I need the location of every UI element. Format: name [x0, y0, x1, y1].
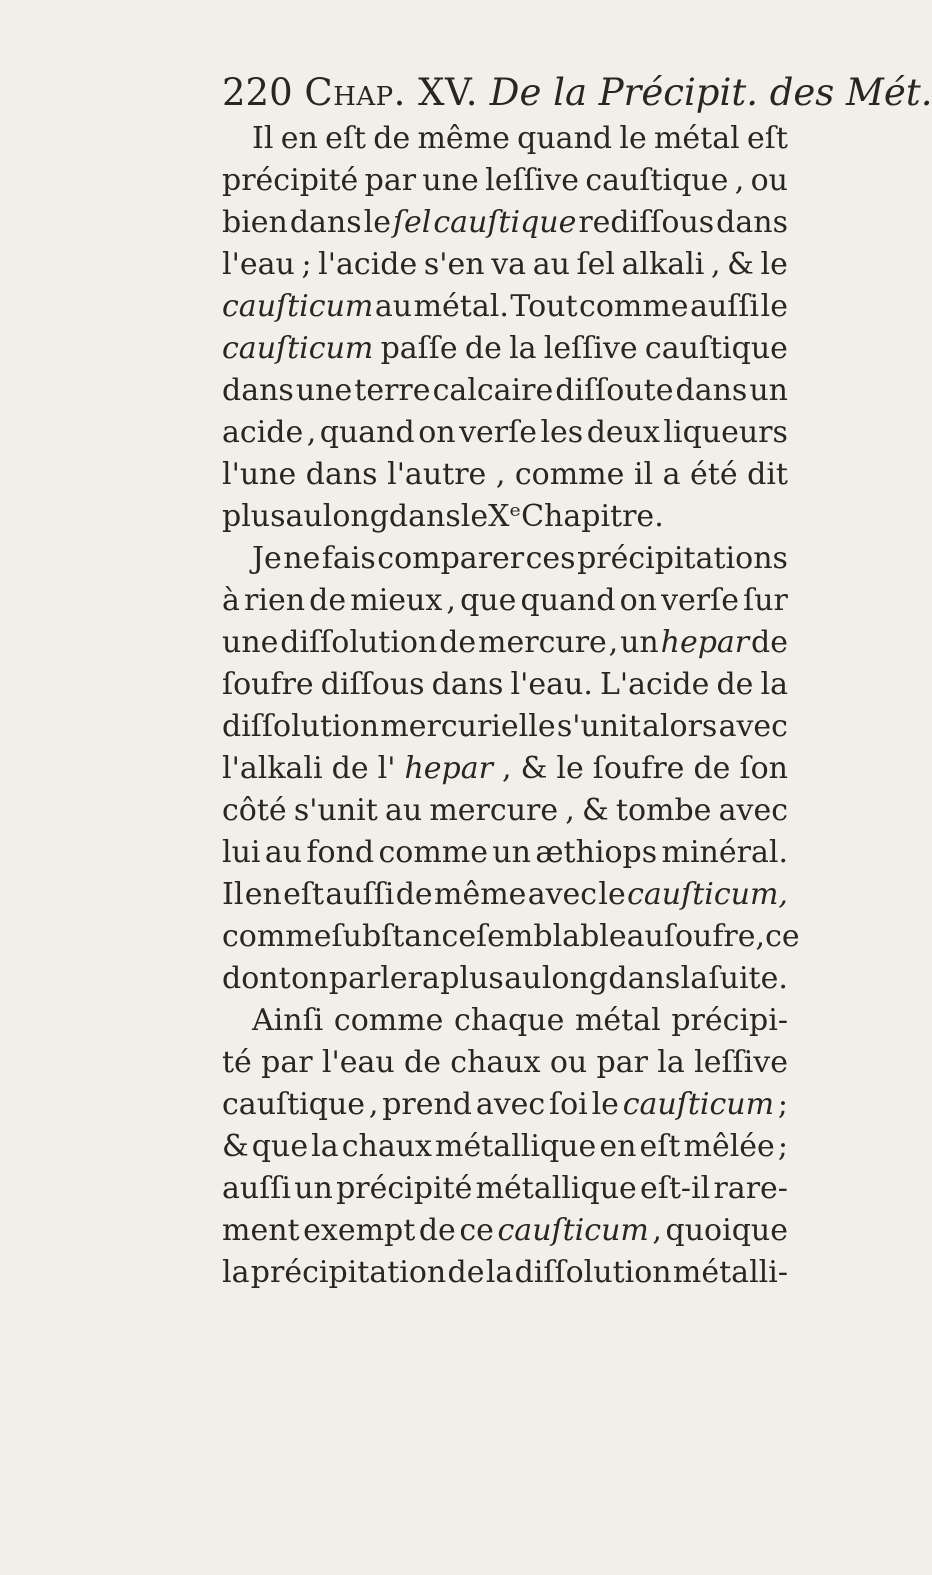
word: bien	[222, 205, 288, 240]
word: la	[485, 1255, 514, 1290]
word: par	[364, 163, 417, 198]
word: diſſoute	[555, 373, 674, 408]
word: l'eau	[222, 247, 295, 282]
word: de	[464, 331, 502, 366]
word: au	[532, 247, 570, 282]
word: ;	[777, 1087, 788, 1122]
text-line	[222, 1126, 788, 1168]
word: dont	[222, 961, 291, 996]
text-line	[222, 1252, 788, 1294]
word: cauſtique	[585, 163, 729, 198]
word: auſſi	[690, 289, 760, 324]
word: de	[395, 877, 433, 912]
text-line	[222, 664, 788, 706]
word: l'alkali	[222, 751, 323, 786]
word: la	[222, 1255, 250, 1290]
italic-word: cauſticum	[222, 331, 374, 366]
word: mercurielle	[380, 709, 556, 744]
word: le	[619, 121, 647, 156]
word: cauſtique	[222, 1087, 366, 1122]
word: æthiops	[535, 835, 658, 870]
word: précipité	[336, 1171, 473, 1206]
word: ſoufre	[592, 751, 685, 786]
text-line	[222, 412, 788, 454]
text-line	[222, 328, 788, 370]
word: la	[680, 961, 709, 996]
word: Tout	[510, 289, 578, 324]
word: précipité	[222, 163, 359, 198]
word: de	[309, 583, 347, 618]
text-line	[222, 790, 788, 832]
word: dans	[608, 961, 681, 996]
word: l'autre	[387, 457, 487, 492]
word: la	[657, 1045, 685, 1080]
text-line	[222, 1000, 788, 1042]
word: parlera	[328, 961, 440, 996]
word: ſoufre	[222, 667, 314, 702]
word: métallique	[475, 1171, 637, 1206]
word: auſſi	[222, 1171, 292, 1206]
word: verſe	[459, 415, 537, 450]
text-line	[222, 1042, 788, 1084]
italic-word: cauſtique	[433, 205, 577, 240]
text-line	[222, 244, 788, 286]
word: métal	[653, 121, 740, 156]
word: ,	[734, 163, 745, 198]
running-header	[222, 70, 932, 116]
word: ,	[495, 457, 506, 492]
word: prend	[382, 1087, 473, 1122]
word: ſubſtance	[331, 919, 477, 954]
word: un	[749, 373, 788, 408]
word: long	[541, 961, 609, 996]
word: leſſive	[694, 1045, 788, 1080]
text-line	[222, 118, 788, 160]
word: dans	[431, 667, 504, 702]
word: Ainſi	[252, 1003, 324, 1038]
text-line	[222, 832, 788, 874]
text-line	[222, 286, 788, 328]
word: &	[582, 793, 609, 828]
word: une	[222, 625, 279, 660]
word: ou	[549, 1045, 588, 1080]
word: l'une	[222, 457, 297, 492]
word: ſuite.	[708, 961, 788, 996]
text-line	[222, 1210, 788, 1252]
text-line	[222, 958, 788, 1000]
word: de	[439, 625, 477, 660]
word: la	[509, 331, 537, 366]
word: minéral.	[661, 835, 788, 870]
word: comme	[579, 289, 689, 324]
word: mêlée	[683, 1129, 775, 1164]
word: s'unit	[293, 793, 378, 828]
word: métalli-	[672, 1255, 788, 1290]
word: ,	[652, 1213, 662, 1248]
word: chaux	[450, 1045, 541, 1080]
word: le	[591, 1087, 619, 1122]
word: de	[404, 1045, 441, 1080]
word: précipitations	[577, 541, 788, 576]
word: de	[373, 121, 411, 156]
word: mercure	[478, 625, 607, 660]
italic-word: ſel	[392, 205, 432, 240]
word: alkali	[621, 247, 705, 282]
word: au	[374, 289, 413, 324]
word: avec	[475, 1087, 546, 1122]
word: ,	[446, 583, 456, 618]
text-line	[222, 748, 788, 790]
word: de	[418, 1213, 456, 1248]
word: leſſive	[543, 331, 638, 366]
word: quand	[517, 121, 613, 156]
word: l'	[377, 751, 396, 786]
italic-word: hepar	[660, 625, 750, 660]
word: avec	[527, 877, 598, 912]
word: avec	[718, 793, 788, 828]
word: comme	[333, 1003, 444, 1038]
word: le	[598, 877, 626, 912]
italic-word: cauſticum	[222, 289, 374, 324]
word: à	[222, 583, 240, 618]
word: exempt	[303, 1213, 416, 1248]
word: té	[222, 1045, 252, 1080]
word: ,	[565, 793, 575, 828]
word: ment	[222, 1213, 300, 1248]
word: Je	[252, 541, 282, 576]
word: l'eau	[321, 1045, 395, 1080]
word: &	[222, 1129, 249, 1164]
text-line	[222, 622, 788, 664]
word: avec	[718, 709, 788, 744]
word: le	[363, 205, 391, 240]
word: en	[599, 1129, 637, 1164]
word: la	[311, 1129, 339, 1164]
word: ſur	[743, 583, 788, 618]
word: diſſolution	[280, 625, 438, 660]
word: ;	[301, 247, 312, 282]
word: on	[418, 415, 456, 450]
word: eſt	[747, 121, 788, 156]
word: eſt	[639, 1129, 681, 1164]
word: en	[244, 877, 282, 912]
text-line	[222, 538, 788, 580]
word: comme	[222, 919, 332, 954]
text-line	[222, 874, 788, 916]
word: liqueurs	[663, 415, 788, 450]
word: ou	[750, 163, 788, 198]
word: ,	[608, 625, 619, 660]
word: chaque	[454, 1003, 565, 1038]
word: par	[261, 1045, 313, 1080]
word: &	[727, 247, 754, 282]
text-line	[222, 706, 788, 748]
word: la	[760, 667, 788, 702]
word: métal.	[413, 289, 509, 324]
word: s'unit	[556, 709, 641, 744]
word: eſt	[325, 121, 366, 156]
word: au	[626, 919, 664, 954]
word: cauſtique	[644, 331, 788, 366]
word: terre	[354, 373, 431, 408]
word: auſſi	[325, 877, 395, 912]
word: le	[556, 751, 584, 786]
word: deux	[586, 415, 660, 450]
word: le	[760, 289, 788, 324]
word: une	[295, 373, 353, 408]
word: ſoufre,	[663, 919, 766, 954]
word: diſſolution	[222, 709, 380, 744]
word: Xᵉ	[488, 499, 522, 534]
word: verſe	[661, 583, 739, 618]
word: l'acide	[318, 247, 418, 282]
word: s'en	[423, 247, 485, 282]
word: comme	[514, 457, 625, 492]
word: dans	[289, 205, 362, 240]
text-line	[222, 916, 800, 958]
word: ſon	[739, 751, 788, 786]
word: calcaire	[432, 373, 554, 408]
word: alors	[642, 709, 718, 744]
word: il	[633, 457, 654, 492]
word: ;	[777, 1129, 788, 1164]
chapter-label: Chap. XV.	[304, 71, 479, 114]
running-title: De la Précipit. des Mét.	[489, 71, 932, 114]
italic-word: cauſticum	[497, 1213, 649, 1248]
word: au	[264, 835, 303, 870]
word: ,	[368, 1087, 379, 1122]
word: plus	[440, 961, 504, 996]
word: Il	[252, 121, 274, 156]
word: fais	[321, 541, 376, 576]
word: précipitation	[250, 1255, 447, 1290]
word: même	[434, 877, 527, 912]
word: un	[492, 835, 531, 870]
word: au	[285, 499, 323, 534]
word: été	[690, 457, 738, 492]
word: ces	[525, 541, 576, 576]
word: mieux	[350, 583, 443, 618]
text-line	[222, 370, 788, 412]
word: leſſive	[485, 163, 579, 198]
word: le	[760, 247, 788, 282]
word: mercure	[429, 793, 559, 828]
word: rien	[244, 583, 306, 618]
word: même	[417, 121, 510, 156]
word: paſſe	[380, 331, 458, 366]
italic-word: cauſticum,	[627, 877, 788, 912]
word: par	[596, 1045, 648, 1080]
word: un	[294, 1171, 333, 1206]
text-line	[222, 580, 788, 622]
word: acide	[222, 415, 304, 450]
word: eſt-il	[640, 1171, 711, 1206]
word: dit	[747, 457, 788, 492]
word: ,	[710, 247, 721, 282]
word: ſemblable	[476, 919, 627, 954]
word: dans	[222, 373, 294, 408]
word: de	[331, 751, 369, 786]
word: l'eau.	[510, 667, 593, 702]
word: dans	[305, 457, 378, 492]
word: précipi-	[671, 1003, 788, 1038]
body-text	[222, 118, 800, 1294]
word: lui	[222, 835, 261, 870]
word: ſoi	[549, 1087, 588, 1122]
word: ,	[306, 415, 317, 450]
word: a	[662, 457, 681, 492]
italic-word: cauſticum	[622, 1087, 775, 1122]
word: long	[322, 499, 389, 534]
word: L'acide	[599, 667, 710, 702]
word: eſt	[283, 877, 325, 912]
word: on	[619, 583, 657, 618]
word: ce	[765, 919, 800, 954]
text-line	[222, 160, 788, 202]
word: comme	[378, 835, 488, 870]
word: plus	[222, 499, 286, 534]
word: va	[491, 247, 527, 282]
word: Chapitre.	[521, 499, 664, 534]
page-number: 220	[222, 71, 293, 114]
text-line	[222, 1084, 788, 1126]
word: le	[460, 499, 489, 534]
word: en	[280, 121, 318, 156]
word: métal	[574, 1003, 661, 1038]
text-line	[222, 454, 788, 496]
word: dans	[388, 499, 461, 534]
word: on	[291, 961, 329, 996]
word: ce	[459, 1213, 494, 1248]
text-line	[222, 496, 788, 538]
word: dans	[675, 373, 748, 408]
word: ne	[283, 541, 321, 576]
text-line	[222, 202, 788, 244]
word: côté	[222, 793, 287, 828]
word: diſſous	[320, 667, 425, 702]
word: quand	[319, 415, 415, 450]
italic-word: hepar	[404, 751, 493, 786]
word: de	[447, 1255, 485, 1290]
word: métallique	[435, 1129, 597, 1164]
word: ,	[502, 751, 512, 786]
word: Il	[222, 877, 244, 912]
word: au	[504, 961, 542, 996]
word: diſſolution	[514, 1255, 672, 1290]
word: que	[251, 1129, 309, 1164]
word: que	[460, 583, 517, 618]
word: tombe	[615, 793, 712, 828]
word: fond	[306, 835, 375, 870]
word: de	[716, 667, 754, 702]
word: les	[540, 415, 584, 450]
word: au	[384, 793, 423, 828]
word: rediſſous	[578, 205, 715, 240]
word: quoique	[665, 1213, 788, 1248]
word: une	[422, 163, 479, 198]
word: chaux	[341, 1129, 432, 1164]
word: de	[751, 625, 788, 660]
word: comparer	[377, 541, 525, 576]
word: dans	[716, 205, 788, 240]
word: de	[693, 751, 731, 786]
word: ſel	[576, 247, 615, 282]
word: un	[620, 625, 659, 660]
word: rare-	[713, 1171, 788, 1206]
text-line	[222, 1168, 788, 1210]
word: &	[520, 751, 548, 786]
word: quand	[520, 583, 616, 618]
